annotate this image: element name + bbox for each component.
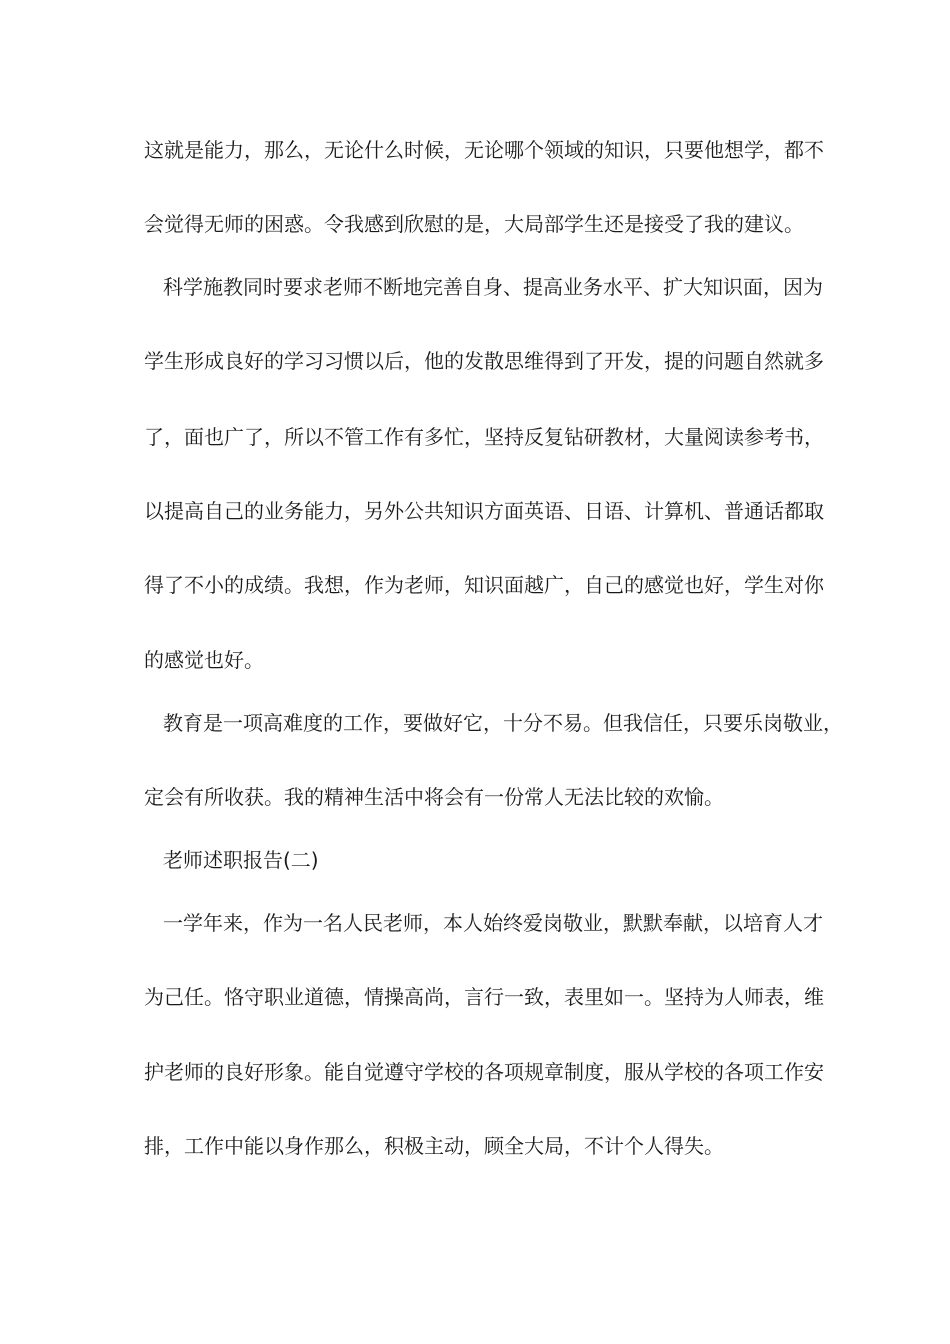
section-heading: 老师述职报告(二) bbox=[163, 848, 319, 872]
text-line: 以提高自己的业务能力，另外公共知识方面英语、日语、计算机、普通话都取 bbox=[144, 499, 824, 523]
text-line: 会觉得无师的困惑。令我感到欣慰的是，大局部学生还是接受了我的建议。 bbox=[144, 212, 804, 236]
text-line: 学生形成良好的学习习惯以后，他的发散思维得到了开发，提的问题自然就多 bbox=[144, 349, 824, 373]
text-line: 排，工作中能以身作那么，积极主动，顾全大局，不计个人得失。 bbox=[144, 1134, 724, 1158]
paragraph-start-line: 科学施教同时要求老师不断地完善自身、提高业务水平、扩大知识面，因为 bbox=[163, 275, 823, 299]
text-line: 得了不小的成绩。我想，作为老师，知识面越广，自己的感觉也好，学生对你 bbox=[144, 573, 824, 597]
text-line: 护老师的良好形象。能自觉遵守学校的各项规章制度，服从学校的各项工作安 bbox=[144, 1060, 824, 1084]
text-line: 为己任。恪守职业道德，情操高尚，言行一致，表里如一。坚持为人师表，维 bbox=[144, 985, 824, 1009]
paragraph-start-line: 教育是一项高难度的工作，要做好它，十分不易。但我信任，只要乐岗敬业， bbox=[163, 711, 843, 735]
paragraph-start-line: 一学年来，作为一名人民老师，本人始终爱岗敬业，默默奉献，以培育人才 bbox=[163, 911, 823, 935]
text-line: 了，面也广了，所以不管工作有多忙，坚持反复钻研教材，大量阅读参考书， bbox=[144, 425, 824, 449]
text-line: 的感觉也好。 bbox=[144, 648, 264, 672]
text-line: 定会有所收获。我的精神生活中将会有一份常人无法比较的欢愉。 bbox=[144, 785, 724, 809]
text-line: 这就是能力，那么，无论什么时候，无论哪个领域的知识，只要他想学，都不 bbox=[144, 138, 824, 162]
